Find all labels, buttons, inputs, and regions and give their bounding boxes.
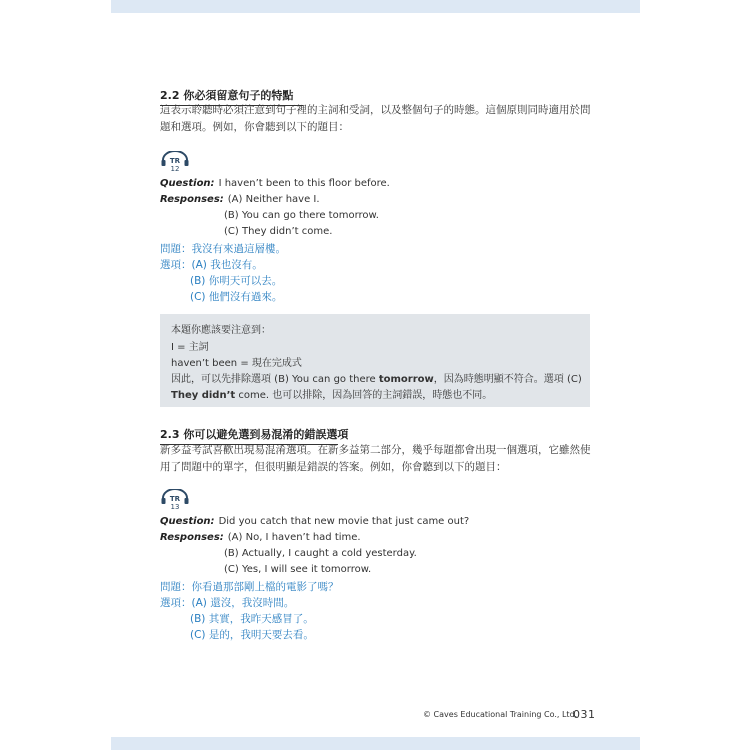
cn-option-a: (A) 還沒，我沒時間。 [191, 597, 295, 609]
responses-line [160, 194, 320, 205]
response-b: (B) Actually, I caught a cold yesterday. [224, 548, 417, 559]
note-line: 本題你應該要注意到： [171, 325, 271, 336]
track-label: TR [169, 495, 181, 503]
cn-options-line [160, 257, 263, 272]
cn-option-b: (B) 其實，我昨天感冒了。 [190, 613, 314, 625]
explanation-note-box [160, 314, 590, 407]
cn-options-label: 選項： [160, 597, 192, 609]
question-line [160, 178, 390, 189]
track-label: TR [169, 157, 181, 165]
section-intro-line: 這表示聆聽時必須注意到句子裡的主詞和受詞，以及整個句子的時態。這個原則同時適用於問 [160, 104, 591, 116]
responses-label: Responses: [160, 194, 224, 205]
cn-option-b: (B) 你明天可以去。 [190, 275, 283, 287]
section-intro-line: 題和選項。例如，你會聽到以下的題目： [160, 121, 349, 133]
bottom-color-band [111, 737, 640, 750]
note-line: I = 主詞 [171, 342, 209, 353]
response-b: (B) You can go there tomorrow. [224, 210, 379, 221]
cn-option-a: (A) 我也沒有。 [191, 259, 263, 271]
response-c: (C) Yes, I will see it tomorrow. [224, 564, 372, 575]
track-number: 12 [170, 165, 180, 173]
response-a: (A) No, I haven’t had time. [227, 532, 361, 543]
note-line: They didn’t come. 也可以排除，因為回答的主詞錯誤，時態也不同。 [171, 390, 493, 401]
responses-line [160, 532, 361, 543]
section-intro-line: 用了問題中的單字，但很明顯是錯誤的答案。例如，你會聽到以下的題目： [160, 461, 507, 473]
question-text: Did you catch that new movie that just came out? [218, 516, 470, 527]
top-color-band [111, 0, 640, 13]
question-text: I haven’t been to this floor before. [218, 178, 390, 189]
cn-option-c: (C) 是的，我明天要去看。 [190, 629, 314, 641]
question-label: Question: [160, 516, 215, 527]
question-line [160, 516, 469, 527]
headphones-icon[interactable] [160, 151, 190, 175]
headphones-icon[interactable] [160, 489, 190, 513]
page-number: 031 [573, 708, 596, 721]
cn-question: 問題：我沒有來過這層樓。 [160, 243, 286, 255]
section-heading-2-2: 2.2 你必須留意句子的特點 [160, 87, 293, 103]
response-a: (A) Neither have I. [227, 194, 320, 205]
cn-options-line [160, 595, 294, 610]
note-line: 因此，可以先排除選項 (B) You can go there tomorrow，因為時態明顯不符合。選項 (C) [171, 374, 582, 385]
footer-copyright: © Caves Educational Training Co., Ltd. [423, 710, 578, 719]
cn-option-c: (C) 他們沒有過來。 [190, 291, 283, 303]
response-c: (C) They didn’t come. [224, 226, 333, 237]
section-intro-line: 新多益考試喜歡出現易混淆選項。在新多益第二部分，幾乎每題都會出現一個選項，它雖然使 [160, 444, 591, 456]
cn-question: 問題：你看過那部剛上檔的電影了嗎？ [160, 581, 339, 593]
track-number: 13 [170, 503, 180, 511]
question-label: Question: [160, 178, 215, 189]
note-line: haven’t been = 現在完成式 [171, 358, 302, 369]
responses-label: Responses: [160, 532, 224, 543]
cn-options-label: 選項： [160, 259, 192, 271]
section-heading-2-3: 2.3 你可以避免選到易混淆的錯誤選項 [160, 426, 348, 442]
